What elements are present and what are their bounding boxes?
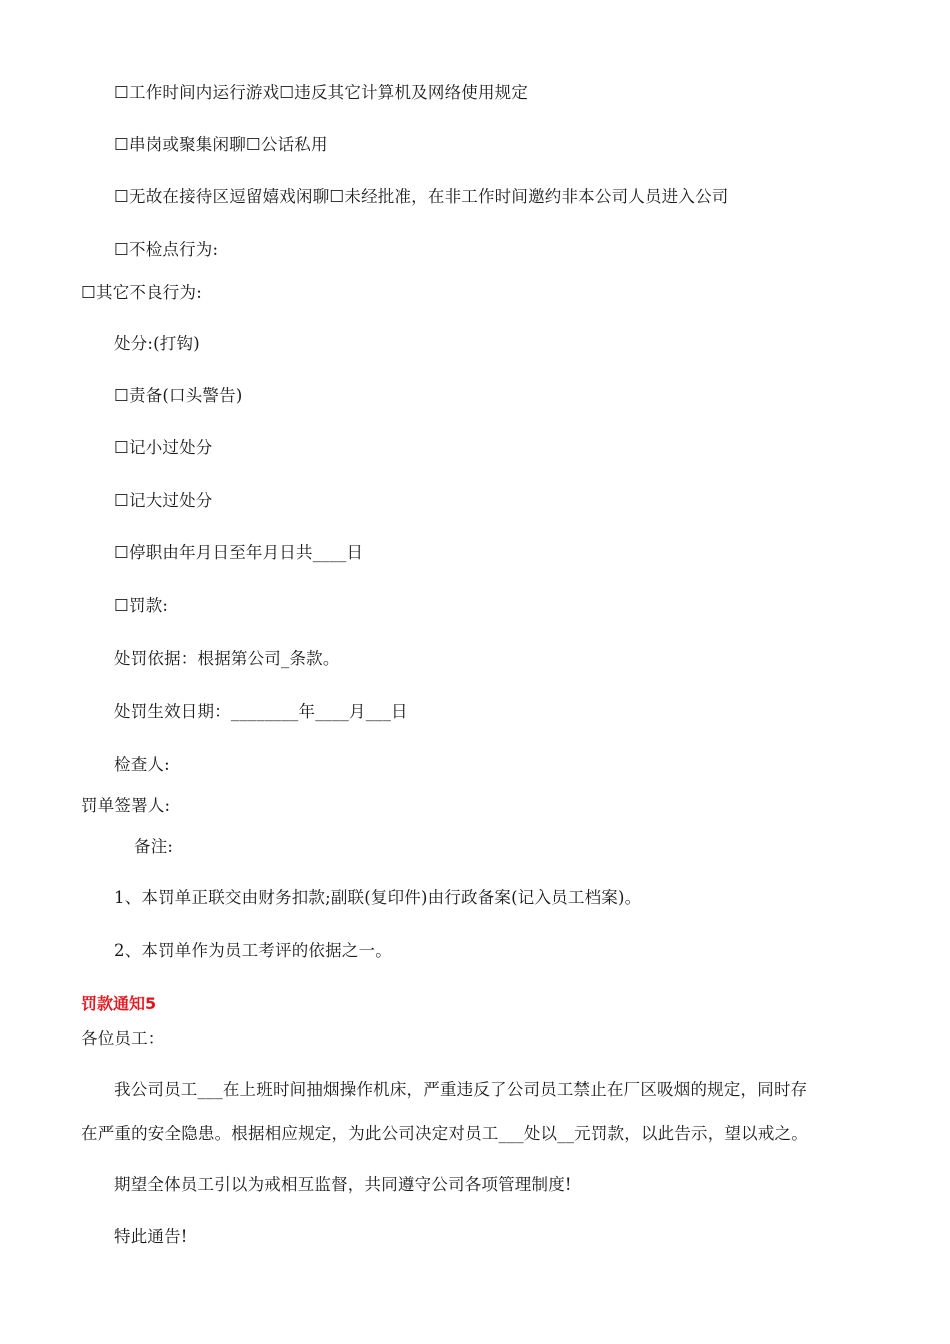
checkbox-line-major-demerit: ☐记大过处分 <box>114 491 213 510</box>
checkbox-line-suspension: ☐停职由年月日至年月日共____日 <box>114 543 364 562</box>
checkbox-line-chatting: ☐串岗或聚集闲聊☐公话私用 <box>114 135 328 154</box>
checkbox-line-warning: ☐责备(口头警告) <box>114 386 243 405</box>
inspector-label: 检查人: <box>114 755 170 774</box>
checkbox-line-minor-demerit: ☐记小过处分 <box>114 438 213 457</box>
effective-date: 处罚生效日期：________年____月___日 <box>114 702 408 721</box>
notice-paragraph-line-1: 我公司员工___在上班时间抽烟操作机床，严重违反了公司员工禁止在厂区吸烟的规定，同时存 <box>114 1080 808 1099</box>
remark-item-2: 2、本罚单作为员工考评的依据之一。 <box>114 941 392 960</box>
signer-label: 罚单签署人: <box>81 796 171 815</box>
greeting: 各位员工： <box>81 1029 165 1048</box>
closing-line-1: 期望全体员工引以为戒相互监督，共同遵守公司各项管理制度! <box>114 1175 572 1194</box>
closing-line-2: 特此通告! <box>114 1227 188 1246</box>
checkbox-line-games-network: ☐工作时间内运行游戏☐违反其它计算机及网络使用规定 <box>114 83 529 102</box>
remarks-label: 备注: <box>134 837 174 856</box>
checkbox-line-reception: ☐无故在接待区逗留嬉戏闲聊☐未经批准，在非工作时间邀约非本公司人员进入公司 <box>114 187 729 206</box>
penalty-heading: 处分:(打钩) <box>114 334 200 353</box>
section-title: 罚款通知5 <box>81 994 157 1013</box>
remark-item-1: 1、本罚单正联交由财务扣款;副联(复印件)由行政备案(记入员工档案)。 <box>114 888 642 907</box>
checkbox-line-other: ☐其它不良行为: <box>81 283 202 302</box>
checkbox-line-misconduct: ☐不检点行为: <box>114 240 219 259</box>
notice-paragraph-line-2: 在严重的安全隐患。根据相应规定，为此公司决定对员工___处以__元罚款，以此告示，望以戒之。 <box>81 1124 808 1143</box>
checkbox-line-fine: ☐罚款: <box>114 596 169 615</box>
penalty-basis: 处罚依据：根据第公司_条款。 <box>114 649 340 668</box>
